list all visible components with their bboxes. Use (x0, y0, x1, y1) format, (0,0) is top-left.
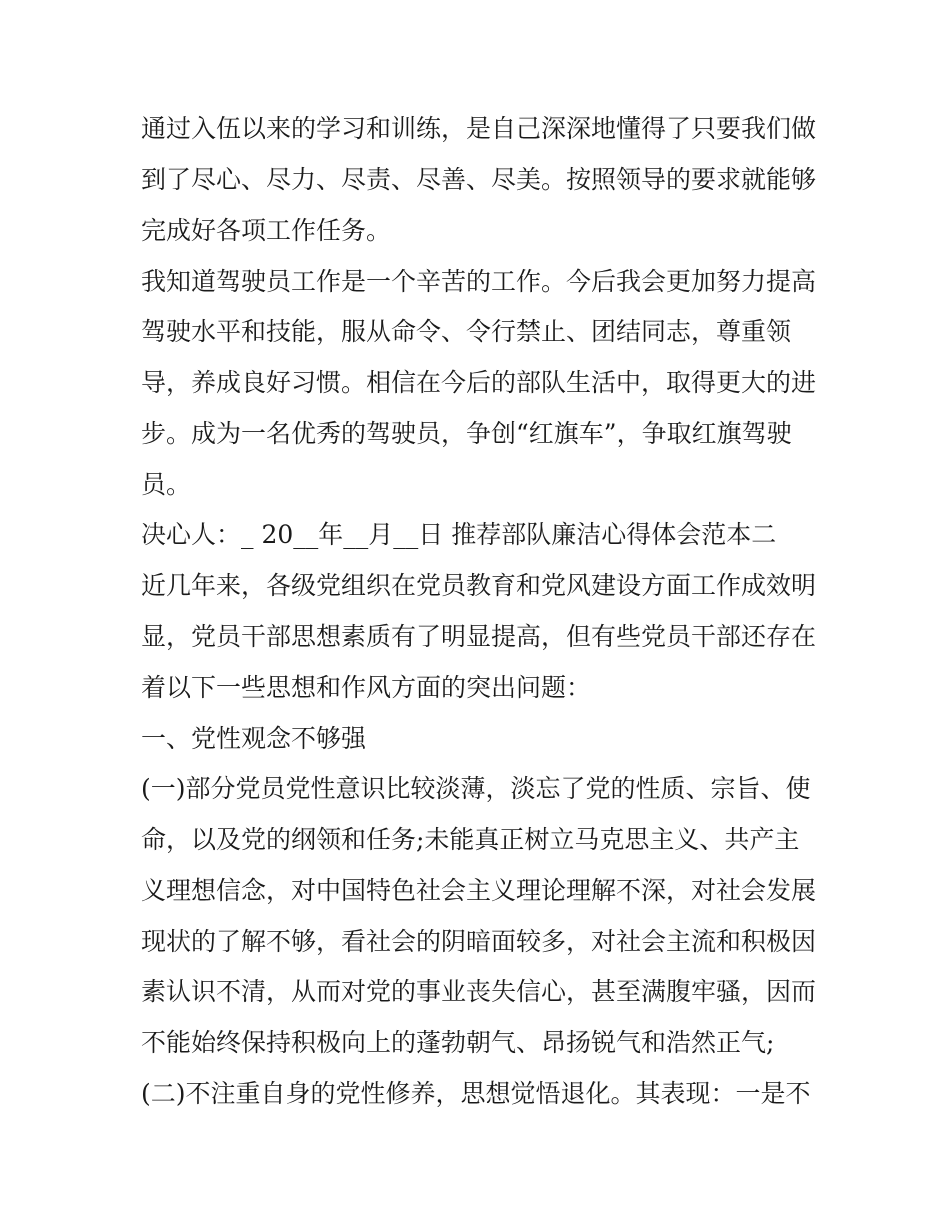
text-line: 决心人：_ 20__年__月__日 推荐部队廉洁心得体会范本二 (141, 520, 777, 549)
text-line: 素认识不清，从而对党的事业丧失信心，甚至满腹牢骚，因而 (141, 977, 817, 1006)
text-line: 到了尽心、尽力、尽责、尽善、尽美。按照领导的要求就能够 (141, 165, 817, 194)
text-line: (二)不注重自身的党性修养，思想觉悟退化。其表现：一是不 (141, 1079, 811, 1108)
text-line: 员。 (141, 470, 192, 499)
text-line: 不能始终保持积极向上的蓬勃朝气、昂扬锐气和浩然正气; (141, 1028, 775, 1057)
text-line: 完成好各项工作任务。 (141, 216, 392, 245)
text-line: 通过入伍以来的学习和训练，是自己深深地懂得了只要我们做 (141, 114, 817, 143)
text-line: 一、党性观念不够强 (141, 724, 367, 753)
text-line: 我知道驾驶员工作是一个辛苦的工作。今后我会更加努力提高 (141, 267, 817, 296)
text-line: 驾驶水平和技能，服从命令、令行禁止、团结同志，尊重领 (141, 317, 792, 346)
text-line: 显，党员干部思想素质有了明显提高，但有些党员干部还存在 (141, 622, 817, 651)
text-line: 现状的了解不够，看社会的阴暗面较多，对社会主流和积极因 (141, 927, 817, 956)
text-line: 导，养成良好习惯。相信在今后的部队生活中，取得更大的进 (141, 368, 817, 397)
text-line: 命，以及党的纲领和任务;未能真正树立马克思主义、共产主 (141, 825, 800, 854)
text-line: 义理想信念，对中国特色社会主义理论理解不深，对社会发展 (141, 876, 817, 905)
text-line: 近几年来，各级党组织在党员教育和党风建设方面工作成效明 (141, 571, 817, 600)
text-line: (一)部分党员党性意识比较淡薄，淡忘了党的性质、宗旨、使 (141, 774, 811, 803)
text-line: 着以下一些思想和作风方面的突出问题： (141, 673, 592, 702)
text-line: 步。成为一名优秀的驾驶员，争创“红旗车”，争取红旗驾驶 (141, 419, 792, 448)
